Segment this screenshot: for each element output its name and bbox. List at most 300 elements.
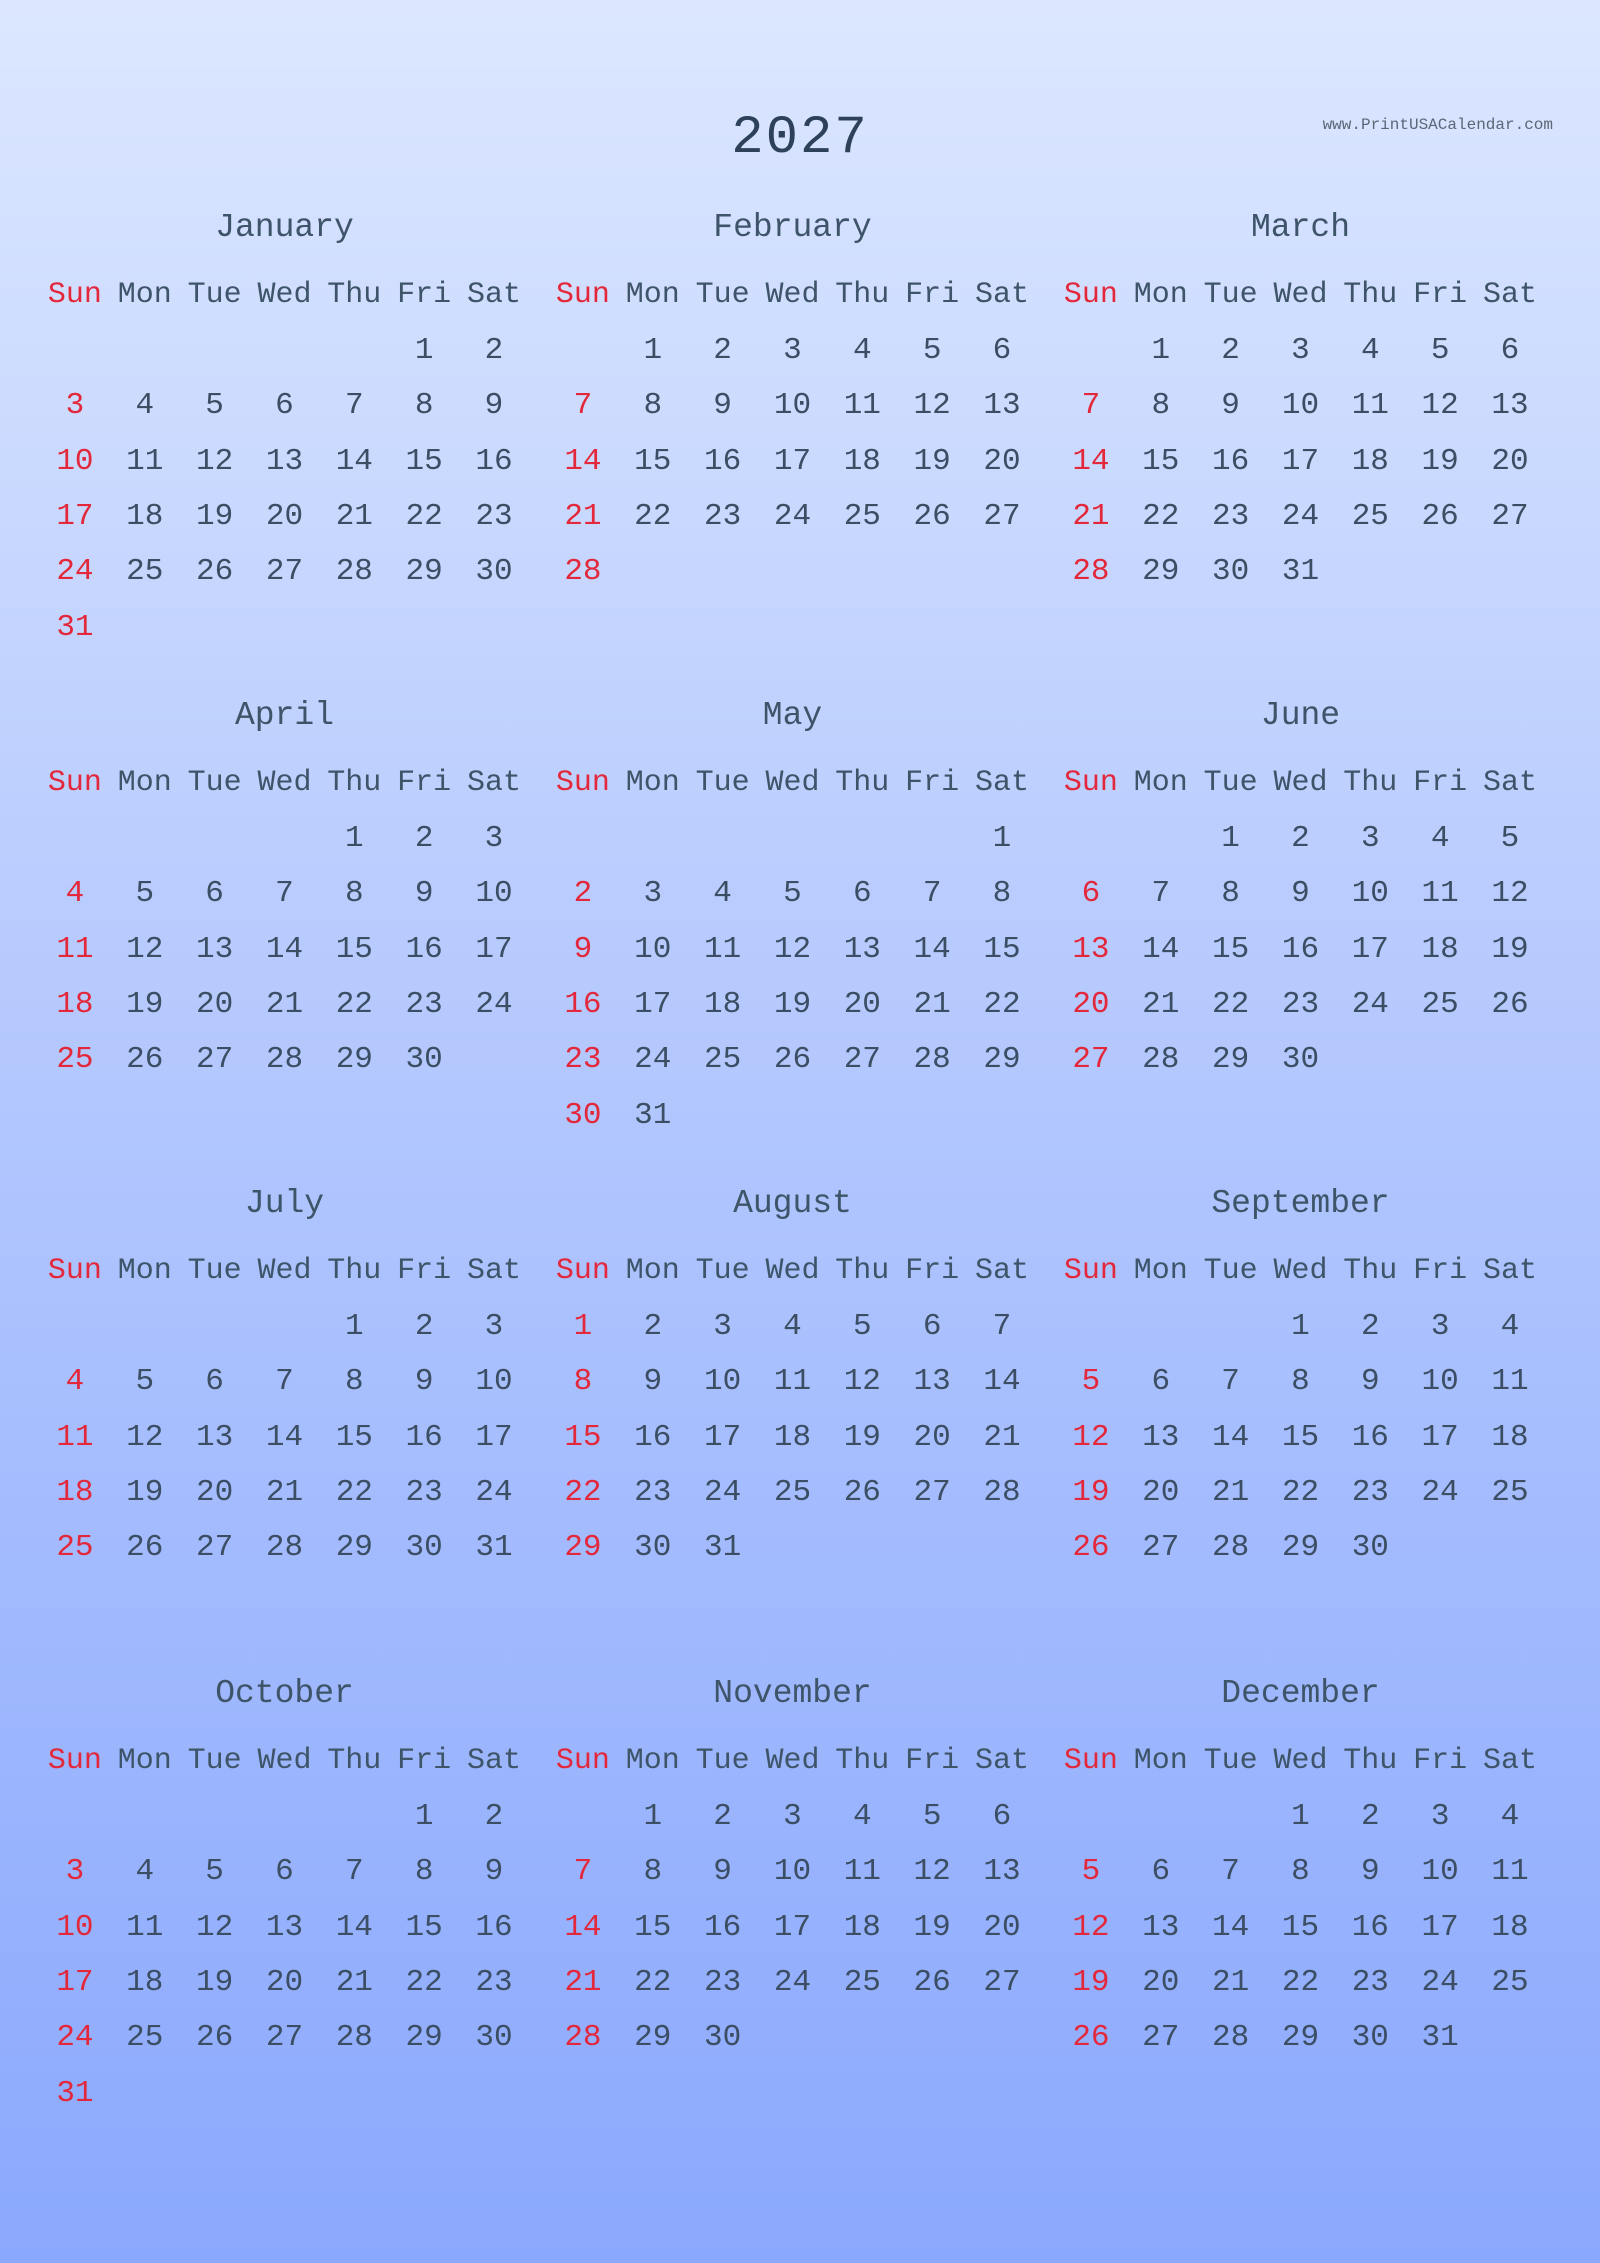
month-november (548, 1669, 1037, 2065)
date-cell: 28 (265, 1042, 304, 1078)
date-cell: 11 (1421, 876, 1459, 912)
weekday-label: Sat (1482, 1254, 1537, 1288)
date-cell: 6 (205, 1364, 224, 1400)
year-title: 2027 (731, 108, 869, 169)
date-cell: 27 (1142, 2020, 1180, 2056)
month-name: September (1211, 1185, 1390, 1222)
date-cell: 15 (1142, 443, 1180, 479)
sunday-date-cell: 12 (1072, 1909, 1110, 1945)
date-cell: 7 (275, 876, 294, 912)
date-cell: 29 (1281, 1530, 1320, 1566)
date-cell: 13 (1142, 1419, 1180, 1455)
date-cell: 19 (913, 1909, 951, 1945)
weekday-label: Thu (1343, 1744, 1398, 1778)
date-cell: 11 (1491, 1364, 1529, 1400)
date-cell: 1 (1221, 821, 1240, 857)
weekday-label: Tue (695, 766, 750, 800)
date-cell: 12 (196, 1909, 234, 1945)
sunday-date-cell: 7 (573, 388, 593, 424)
date-cell: 21 (1212, 1965, 1250, 2001)
date-cell: 17 (475, 931, 513, 967)
weekday-label: Fri (905, 278, 960, 312)
sunday-date-cell: 28 (564, 554, 602, 590)
sunday-date-cell: 5 (1081, 1854, 1101, 1890)
date-cell: 12 (913, 388, 951, 424)
month-name: October (215, 1675, 354, 1712)
date-cell: 30 (405, 1042, 443, 1078)
date-cell: 14 (335, 1909, 373, 1945)
date-cell: 9 (643, 1364, 663, 1400)
date-cell: 18 (1351, 443, 1389, 479)
date-cell: 13 (843, 931, 881, 967)
date-cell: 13 (196, 1419, 234, 1455)
date-cell: 10 (475, 1364, 513, 1400)
date-cell: 6 (1151, 1364, 1171, 1400)
date-cell: 23 (1351, 1965, 1389, 2001)
date-cell: 2 (1360, 1309, 1380, 1345)
date-cell: 1 (344, 821, 364, 857)
date-cell: 28 (983, 1475, 1021, 1511)
date-cell: 4 (135, 388, 155, 424)
date-cell: 3 (713, 1309, 732, 1345)
date-cell: 27 (196, 1042, 234, 1078)
week-row (1056, 977, 1545, 1032)
sunday-date-cell: 3 (65, 388, 85, 424)
sunday-date-cell: 28 (1072, 554, 1110, 590)
date-cell: 15 (983, 931, 1021, 967)
date-cell: 8 (344, 1364, 364, 1400)
weekday-label: Sun (555, 1744, 610, 1778)
date-cell: 18 (704, 987, 742, 1023)
week-row (40, 378, 529, 433)
week-row (40, 1410, 529, 1465)
date-cell: 16 (405, 931, 443, 967)
date-cell: 31 (634, 1097, 672, 1133)
date-cell: 9 (1291, 876, 1310, 912)
date-cell: 25 (126, 554, 164, 590)
date-cell: 8 (1221, 876, 1240, 912)
weekday-header (40, 1733, 529, 1789)
date-cell: 9 (1360, 1854, 1380, 1890)
date-cell: 26 (1491, 987, 1529, 1023)
weekday-label: Sun (47, 1254, 102, 1288)
sunday-date-cell: 31 (56, 2075, 94, 2111)
date-cell: 9 (414, 1364, 434, 1400)
date-cell: 23 (405, 987, 443, 1023)
date-cell: 19 (126, 1475, 164, 1511)
weekday-label: Wed (765, 278, 820, 312)
weekday-label: Mon (1133, 278, 1188, 312)
weekday-label: Fri (905, 1254, 960, 1288)
date-cell: 15 (634, 443, 672, 479)
weekday-label: Sat (466, 766, 521, 800)
date-cell: 28 (913, 1042, 951, 1078)
date-cell: 7 (992, 1309, 1012, 1345)
week-row (40, 434, 529, 489)
date-cell: 25 (1421, 987, 1459, 1023)
date-cell: 1 (643, 1799, 663, 1835)
week-row (548, 1900, 1037, 1955)
date-cell: 11 (1351, 388, 1389, 424)
date-cell: 1 (344, 1309, 364, 1345)
date-cell: 17 (1421, 1909, 1459, 1945)
date-cell: 7 (1221, 1364, 1240, 1400)
date-cell: 5 (852, 1309, 872, 1345)
date-cell: 18 (126, 499, 164, 535)
week-row (548, 544, 1037, 599)
date-cell: 23 (704, 1965, 742, 2001)
weekday-label: Sat (466, 1254, 521, 1288)
date-cell: 24 (475, 1475, 513, 1511)
week-row (548, 1465, 1037, 1520)
weekday-header (40, 267, 529, 323)
date-cell: 19 (1421, 443, 1459, 479)
weekday-label: Fri (1413, 766, 1468, 800)
week-row (40, 1354, 529, 1409)
date-cell: 3 (484, 1309, 504, 1345)
weekday-label: Mon (117, 278, 172, 312)
week-row (548, 1410, 1037, 1465)
date-cell: 28 (1142, 1042, 1180, 1078)
sunday-date-cell: 23 (564, 1042, 602, 1078)
weekday-header (548, 267, 1037, 323)
date-cell: 5 (135, 876, 155, 912)
sunday-date-cell: 2 (573, 876, 593, 912)
date-cell: 17 (773, 1909, 812, 1945)
week-row (548, 1955, 1037, 2010)
weekday-label: Wed (1273, 278, 1328, 312)
date-cell: 26 (1421, 499, 1459, 535)
month-june (1056, 691, 1545, 1087)
weekday-label: Fri (905, 766, 960, 800)
date-cell: 19 (773, 987, 812, 1023)
date-cell: 25 (843, 1965, 881, 2001)
date-cell: 9 (484, 1854, 504, 1890)
date-cell: 27 (913, 1475, 951, 1511)
date-cell: 10 (1351, 876, 1389, 912)
month-name: November (713, 1675, 872, 1712)
week-row (1056, 489, 1545, 544)
date-cell: 16 (704, 443, 742, 479)
date-cell: 7 (922, 876, 942, 912)
weekday-label: Sat (1482, 766, 1537, 800)
weekday-label: Tue (1203, 1254, 1258, 1288)
weekday-label: Sun (1063, 278, 1118, 312)
date-cell: 21 (913, 987, 951, 1023)
weekday-label: Sun (47, 278, 102, 312)
weekday-label: Thu (835, 1254, 890, 1288)
week-row (1056, 378, 1545, 433)
week-row (1056, 1032, 1545, 1087)
date-cell: 21 (265, 987, 304, 1023)
week-row (40, 922, 529, 977)
date-cell: 10 (1421, 1364, 1459, 1400)
date-cell: 30 (1351, 2020, 1389, 2056)
date-cell: 8 (414, 388, 434, 424)
sunday-date-cell: 1 (573, 1309, 593, 1345)
weekday-label: Thu (835, 766, 890, 800)
weekday-label: Wed (1273, 766, 1328, 800)
sunday-date-cell: 10 (56, 1909, 94, 1945)
date-cell: 26 (126, 1530, 164, 1566)
sunday-date-cell: 21 (564, 499, 602, 535)
month-april (40, 691, 529, 1087)
month-name: July (244, 1185, 325, 1222)
weekday-label: Mon (1133, 766, 1188, 800)
week-row (1056, 1354, 1545, 1409)
week-row (548, 1087, 1037, 1142)
date-cell: 9 (1221, 388, 1240, 424)
date-cell: 27 (1491, 499, 1529, 535)
weekday-label: Mon (117, 766, 172, 800)
date-cell: 17 (634, 987, 672, 1023)
date-cell: 22 (335, 987, 373, 1023)
month-name: May (762, 697, 823, 734)
date-cell: 27 (196, 1530, 234, 1566)
date-cell: 16 (704, 1909, 742, 1945)
week-row (548, 922, 1037, 977)
weekday-label: Wed (1273, 1254, 1328, 1288)
date-cell: 27 (983, 499, 1021, 535)
date-cell: 13 (1491, 388, 1529, 424)
date-cell: 20 (265, 1965, 304, 2001)
date-cell: 29 (634, 2020, 672, 2056)
sunday-date-cell: 6 (1081, 876, 1101, 912)
date-cell: 18 (773, 1419, 812, 1455)
date-cell: 25 (126, 2020, 164, 2056)
weekday-label: Sun (47, 1744, 102, 1778)
date-cell: 3 (1360, 821, 1380, 857)
week-row (1056, 1299, 1545, 1354)
week-row (1056, 1955, 1545, 2010)
date-cell: 24 (1421, 1965, 1459, 2001)
date-cell: 1 (1291, 1799, 1310, 1835)
date-cell: 23 (475, 499, 513, 535)
weekday-label: Sun (1063, 766, 1118, 800)
date-cell: 26 (773, 1042, 812, 1078)
date-cell: 7 (1151, 876, 1171, 912)
date-cell: 23 (704, 499, 742, 535)
date-cell: 19 (1491, 931, 1529, 967)
date-cell: 27 (265, 2020, 304, 2056)
sunday-date-cell: 22 (564, 1475, 602, 1511)
week-row (40, 1299, 529, 1354)
week-row (548, 977, 1037, 1032)
date-cell: 21 (1142, 987, 1180, 1023)
month-name: January (215, 209, 354, 246)
week-row (1056, 1789, 1545, 1844)
date-cell: 4 (783, 1309, 802, 1345)
month-may (548, 691, 1037, 1143)
date-cell: 23 (634, 1475, 672, 1511)
date-cell: 25 (704, 1042, 742, 1078)
date-cell: 30 (475, 554, 513, 590)
week-row (1056, 544, 1545, 599)
date-cell: 14 (265, 1419, 304, 1455)
weekday-label: Mon (1133, 1744, 1188, 1778)
weekday-label: Mon (625, 766, 680, 800)
week-row (40, 977, 529, 1032)
date-cell: 11 (773, 1364, 812, 1400)
date-cell: 19 (196, 499, 234, 535)
date-cell: 20 (1142, 1475, 1180, 1511)
weekday-label: Wed (765, 1254, 820, 1288)
date-cell: 6 (992, 333, 1012, 369)
sunday-date-cell: 26 (1072, 2020, 1110, 2056)
date-cell: 2 (414, 821, 434, 857)
week-row (1056, 1520, 1545, 1575)
sunday-date-cell: 13 (1072, 931, 1110, 967)
week-row (40, 1032, 529, 1087)
date-cell: 25 (843, 499, 881, 535)
date-cell: 15 (1281, 1909, 1320, 1945)
date-cell: 21 (265, 1475, 304, 1511)
weekday-label: Fri (1413, 1744, 1468, 1778)
date-cell: 5 (205, 388, 224, 424)
date-cell: 9 (1360, 1364, 1380, 1400)
date-cell: 2 (1291, 821, 1310, 857)
date-cell: 6 (852, 876, 872, 912)
weekday-label: Mon (625, 278, 680, 312)
month-july (40, 1179, 529, 1575)
date-cell: 20 (196, 987, 234, 1023)
date-cell: 9 (713, 1854, 732, 1890)
date-cell: 8 (992, 876, 1012, 912)
date-cell: 4 (1430, 821, 1450, 857)
sunday-date-cell: 4 (65, 876, 85, 912)
sunday-date-cell: 18 (56, 1475, 94, 1511)
date-cell: 31 (475, 1530, 513, 1566)
date-cell: 20 (1491, 443, 1529, 479)
date-cell: 2 (484, 333, 504, 369)
week-row (1056, 922, 1545, 977)
date-cell: 8 (1151, 388, 1171, 424)
date-cell: 11 (704, 931, 742, 967)
month-name: June (1260, 697, 1341, 734)
date-cell: 15 (405, 1909, 443, 1945)
date-cell: 19 (843, 1419, 881, 1455)
date-cell: 19 (126, 987, 164, 1023)
weekday-label: Sun (555, 766, 610, 800)
date-cell: 31 (704, 1530, 742, 1566)
week-row (548, 1789, 1037, 1844)
date-cell: 20 (843, 987, 881, 1023)
week-row (40, 811, 529, 866)
weekday-label: Thu (327, 766, 382, 800)
week-row (1056, 1844, 1545, 1899)
week-row (1056, 1900, 1545, 1955)
weekday-label: Fri (397, 766, 452, 800)
date-cell: 3 (484, 821, 504, 857)
sunday-date-cell: 28 (564, 2020, 602, 2056)
month-name: April (234, 697, 335, 734)
date-cell: 13 (913, 1364, 951, 1400)
sunday-date-cell: 14 (564, 443, 602, 479)
weekday-header (548, 1733, 1037, 1789)
date-cell: 17 (773, 443, 812, 479)
week-row (40, 866, 529, 921)
sunday-date-cell: 17 (56, 499, 94, 535)
month-january (40, 203, 529, 655)
weekday-label: Sun (1063, 1254, 1118, 1288)
date-cell: 22 (1142, 499, 1180, 535)
week-row (40, 599, 529, 654)
date-cell: 2 (643, 1309, 663, 1345)
date-cell: 22 (405, 499, 443, 535)
date-cell: 29 (1142, 554, 1180, 590)
week-row (548, 1354, 1037, 1409)
weekday-label: Tue (187, 1744, 242, 1778)
date-cell: 20 (983, 1909, 1021, 1945)
weekday-label: Thu (835, 278, 890, 312)
date-cell: 5 (783, 876, 802, 912)
date-cell: 1 (414, 1799, 434, 1835)
date-cell: 1 (643, 333, 663, 369)
weekday-label: Sat (466, 1744, 521, 1778)
weekday-label: Fri (1413, 278, 1468, 312)
week-row (548, 434, 1037, 489)
week-row (40, 489, 529, 544)
sunday-date-cell: 14 (1072, 443, 1110, 479)
sunday-date-cell: 7 (573, 1854, 593, 1890)
sunday-date-cell: 19 (1072, 1475, 1110, 1511)
sunday-date-cell: 11 (56, 931, 94, 967)
date-cell: 7 (344, 1854, 364, 1890)
sunday-date-cell: 15 (564, 1419, 602, 1455)
weekday-label: Tue (187, 1254, 242, 1288)
sunday-date-cell: 12 (1072, 1419, 1110, 1455)
date-cell: 20 (913, 1419, 951, 1455)
date-cell: 28 (1212, 2020, 1250, 2056)
date-cell: 8 (414, 1854, 434, 1890)
date-cell: 21 (983, 1419, 1021, 1455)
date-cell: 3 (1291, 333, 1310, 369)
date-cell: 8 (344, 876, 364, 912)
weekday-label: Wed (765, 766, 820, 800)
date-cell: 2 (1360, 1799, 1380, 1835)
weekday-label: Wed (257, 1254, 312, 1288)
date-cell: 16 (634, 1419, 672, 1455)
date-cell: 3 (643, 876, 663, 912)
date-cell: 19 (913, 443, 951, 479)
month-march (1056, 203, 1545, 599)
weekday-label: Tue (695, 1254, 750, 1288)
week-row (40, 1844, 529, 1899)
date-cell: 29 (405, 2020, 443, 2056)
date-cell: 10 (1421, 1854, 1459, 1890)
date-cell: 22 (405, 1965, 443, 2001)
date-cell: 12 (913, 1854, 951, 1890)
date-cell: 25 (1491, 1965, 1529, 2001)
date-cell: 8 (1291, 1854, 1310, 1890)
date-cell: 16 (1281, 931, 1320, 967)
date-cell: 12 (196, 443, 234, 479)
date-cell: 17 (475, 1419, 513, 1455)
week-row (1056, 866, 1545, 921)
date-cell: 24 (773, 1965, 812, 2001)
week-row (548, 1299, 1037, 1354)
date-cell: 22 (1281, 1965, 1320, 2001)
sunday-date-cell: 20 (1072, 987, 1110, 1023)
date-cell: 16 (1351, 1909, 1389, 1945)
week-row (548, 1520, 1037, 1575)
date-cell: 17 (1351, 931, 1389, 967)
date-cell: 22 (335, 1475, 373, 1511)
date-cell: 11 (843, 388, 881, 424)
date-cell: 30 (1281, 1042, 1320, 1078)
sunday-date-cell: 24 (56, 2020, 94, 2056)
date-cell: 24 (634, 1042, 672, 1078)
